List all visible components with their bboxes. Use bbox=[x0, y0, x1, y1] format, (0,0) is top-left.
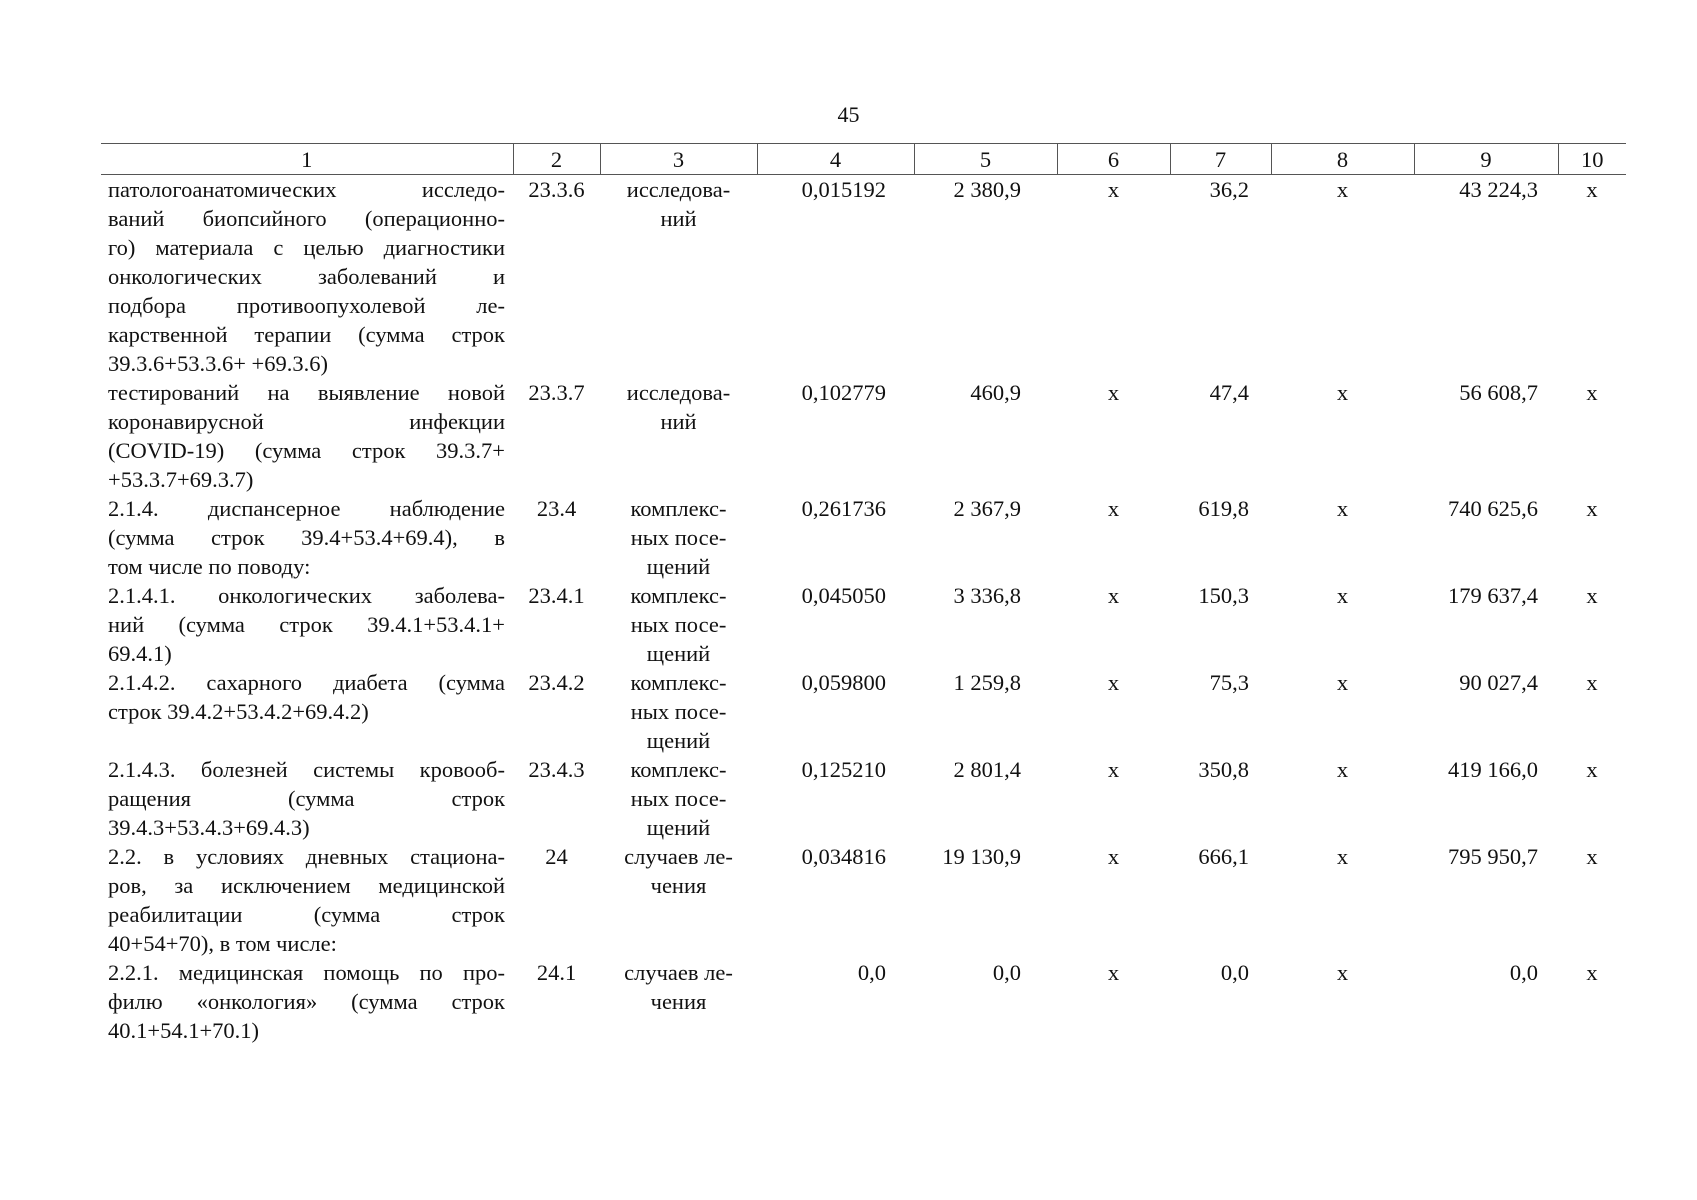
table-row bbox=[101, 668, 1626, 755]
row-norm: 0,059800 bbox=[801, 670, 886, 695]
table-row bbox=[101, 958, 1626, 1045]
row-norm: 0,261736 bbox=[801, 496, 886, 521]
unit-line: комплекс- bbox=[630, 583, 727, 608]
row-total: 795 950,7 bbox=[1448, 844, 1538, 869]
description-line: филю «онкология» (сумма строк bbox=[108, 989, 505, 1014]
unit-line: щений bbox=[646, 728, 711, 753]
row-col6: х bbox=[1107, 960, 1120, 985]
description-line: (COVID-19) (сумма строк 39.3.7+ bbox=[108, 438, 505, 463]
row-col8: х bbox=[1336, 670, 1349, 695]
row-col8: х bbox=[1336, 496, 1349, 521]
table-row bbox=[101, 755, 1626, 842]
description-line: (сумма строк 39.4+53.4+69.4), в bbox=[108, 525, 505, 550]
row-description bbox=[101, 842, 513, 958]
table-row bbox=[101, 494, 1626, 581]
row-cost: 2 380,9 bbox=[953, 177, 1021, 202]
column-header: 2 bbox=[513, 144, 600, 175]
description-line: 39.4.3+53.4.3+69.4.3) bbox=[108, 815, 310, 840]
unit-line: исследова- bbox=[626, 177, 731, 202]
description-line: онкологических заболеваний и bbox=[108, 264, 505, 289]
row-total: 179 637,4 bbox=[1448, 583, 1538, 608]
row-rub: 75,3 bbox=[1209, 670, 1249, 695]
page-number: 45 bbox=[837, 102, 860, 127]
row-unit bbox=[600, 494, 757, 581]
row-code: 23.3.7 bbox=[528, 380, 585, 405]
column-header: 1 bbox=[101, 144, 513, 175]
unit-line: чения bbox=[650, 989, 707, 1014]
description-line: го) материала с целью диагностики bbox=[108, 235, 505, 260]
row-rub: 666,1 bbox=[1198, 844, 1249, 869]
table-body bbox=[101, 175, 1626, 1046]
description-line: том числе по поводу: bbox=[108, 554, 311, 579]
description-line: 2.2. в условиях дневных стациона- bbox=[108, 844, 505, 869]
column-header: 5 bbox=[914, 144, 1057, 175]
description-line: патологоанатомических исследо- bbox=[108, 177, 505, 202]
row-col10: х bbox=[1586, 177, 1598, 202]
description-line: 2.1.4.3. болезней системы кровооб- bbox=[108, 757, 505, 782]
row-cost: 2 801,4 bbox=[953, 757, 1021, 782]
row-col10: х bbox=[1586, 380, 1598, 405]
row-cost: 0,0 bbox=[992, 960, 1021, 985]
row-unit bbox=[600, 668, 757, 755]
row-col10: х bbox=[1586, 670, 1598, 695]
row-col10: х bbox=[1586, 496, 1598, 521]
row-col8: х bbox=[1336, 583, 1349, 608]
unit-line: комплекс- bbox=[630, 496, 727, 521]
description-line: подбора противоопухолевой ле- bbox=[108, 293, 505, 318]
column-header: 4 bbox=[757, 144, 914, 175]
row-description bbox=[101, 494, 513, 581]
description-line: карственной терапии (сумма строк bbox=[108, 322, 505, 347]
description-line: 2.1.4. диспансерное наблюдение bbox=[108, 496, 505, 521]
unit-line: щений bbox=[646, 554, 711, 579]
row-rub: 350,8 bbox=[1198, 757, 1249, 782]
description-line: 39.3.6+53.3.6+ +69.3.6) bbox=[108, 351, 328, 376]
row-code: 23.4.1 bbox=[528, 583, 585, 608]
column-header: 7 bbox=[1170, 144, 1271, 175]
row-code: 23.4 bbox=[536, 496, 577, 521]
column-header: 3 bbox=[600, 144, 757, 175]
description-line: ний (сумма строк 39.4.1+53.4.1+ bbox=[108, 612, 505, 637]
row-rub: 47,4 bbox=[1209, 380, 1249, 405]
row-total: 740 625,6 bbox=[1448, 496, 1538, 521]
row-code: 24 bbox=[545, 844, 568, 869]
description-line: строк 39.4.2+53.4.2+69.4.2) bbox=[108, 699, 369, 724]
row-cost: 460,9 bbox=[970, 380, 1021, 405]
table-row bbox=[101, 378, 1626, 494]
row-cost: 19 130,9 bbox=[942, 844, 1021, 869]
unit-line: комплекс- bbox=[630, 757, 727, 782]
row-col8: х bbox=[1336, 757, 1349, 782]
table-row bbox=[101, 581, 1626, 668]
column-header: 9 bbox=[1414, 144, 1558, 175]
description-line: 40.1+54.1+70.1) bbox=[108, 1018, 259, 1043]
row-col6: х bbox=[1107, 380, 1120, 405]
row-col10: х bbox=[1586, 757, 1598, 782]
unit-line: комплекс- bbox=[630, 670, 727, 695]
description-line: тестирований на выявление новой bbox=[108, 380, 505, 405]
row-col6: х bbox=[1107, 757, 1120, 782]
row-col6: х bbox=[1107, 844, 1120, 869]
row-code: 23.3.6 bbox=[528, 177, 585, 202]
row-total: 43 224,3 bbox=[1459, 177, 1538, 202]
row-rub: 0,0 bbox=[1220, 960, 1249, 985]
description-line: 2.2.1. медицинская помощь по про- bbox=[108, 960, 505, 985]
description-line: 69.4.1) bbox=[108, 641, 172, 666]
unit-line: ных посе- bbox=[630, 699, 727, 724]
description-line: коронавирусной инфекции bbox=[108, 409, 505, 434]
unit-line: щений bbox=[646, 641, 711, 666]
unit-line: щений bbox=[646, 815, 711, 840]
row-cost: 1 259,8 bbox=[953, 670, 1021, 695]
data-table bbox=[101, 143, 1626, 1045]
row-rub: 36,2 bbox=[1209, 177, 1249, 202]
row-norm: 0,045050 bbox=[801, 583, 886, 608]
unit-line: ных посе- bbox=[630, 786, 727, 811]
row-total: 56 608,7 bbox=[1459, 380, 1538, 405]
row-norm: 0,015192 bbox=[801, 177, 886, 202]
description-line: +53.3.7+69.3.7) bbox=[108, 467, 254, 492]
row-code: 24.1 bbox=[536, 960, 577, 985]
column-header: 8 bbox=[1271, 144, 1414, 175]
row-col8: х bbox=[1336, 380, 1349, 405]
description-line: 2.1.4.1. онкологических заболева- bbox=[108, 583, 505, 608]
row-norm: 0,102779 bbox=[801, 380, 886, 405]
description-line: ваний биопсийного (операционно- bbox=[108, 206, 505, 231]
description-line: 40+54+70), в том числе: bbox=[108, 931, 337, 956]
unit-line: случаев ле- bbox=[624, 844, 733, 869]
unit-line: ных посе- bbox=[630, 612, 727, 637]
row-unit bbox=[600, 378, 757, 494]
row-unit bbox=[600, 755, 757, 842]
unit-line: исследова- bbox=[626, 380, 731, 405]
table-header-row bbox=[101, 144, 1626, 175]
row-col6: х bbox=[1107, 496, 1120, 521]
unit-line: чения bbox=[650, 873, 707, 898]
row-col10: х bbox=[1586, 583, 1598, 608]
row-unit bbox=[600, 175, 757, 379]
description-line: реабилитации (сумма строк bbox=[108, 902, 505, 927]
description-line: ращения (сумма строк bbox=[108, 786, 505, 811]
row-norm: 0,0 bbox=[857, 960, 886, 985]
row-col6: х bbox=[1107, 670, 1120, 695]
row-col8: х bbox=[1336, 960, 1349, 985]
row-norm: 0,034816 bbox=[801, 844, 886, 869]
row-rub: 150,3 bbox=[1198, 583, 1249, 608]
unit-line: ных посе- bbox=[630, 525, 727, 550]
column-header: 6 bbox=[1057, 144, 1170, 175]
row-cost: 2 367,9 bbox=[953, 496, 1021, 521]
row-unit bbox=[600, 958, 757, 1045]
row-description bbox=[101, 668, 513, 755]
description-line: 2.1.4.2. сахарного диабета (сумма bbox=[108, 670, 505, 695]
table-row bbox=[101, 842, 1626, 958]
row-code: 23.4.2 bbox=[528, 670, 585, 695]
row-total: 90 027,4 bbox=[1459, 670, 1538, 695]
unit-line: ний bbox=[660, 409, 697, 434]
unit-line: случаев ле- bbox=[624, 960, 733, 985]
row-col6: х bbox=[1107, 177, 1120, 202]
row-col10: х bbox=[1586, 844, 1598, 869]
row-description bbox=[101, 378, 513, 494]
row-description bbox=[101, 755, 513, 842]
row-code: 23.4.3 bbox=[528, 757, 585, 782]
row-total: 419 166,0 bbox=[1448, 757, 1538, 782]
row-description bbox=[101, 958, 513, 1045]
row-total: 0,0 bbox=[1509, 960, 1538, 985]
row-col6: х bbox=[1107, 583, 1120, 608]
row-unit bbox=[600, 842, 757, 958]
column-header: 10 bbox=[1558, 144, 1626, 175]
row-col8: х bbox=[1336, 177, 1349, 202]
description-line: ров, за исключением медицинской bbox=[108, 873, 505, 898]
row-norm: 0,125210 bbox=[801, 757, 886, 782]
table-row bbox=[101, 175, 1626, 379]
row-description bbox=[101, 175, 513, 379]
row-col10: х bbox=[1586, 960, 1598, 985]
row-col8: х bbox=[1336, 844, 1349, 869]
row-unit bbox=[600, 581, 757, 668]
row-description bbox=[101, 581, 513, 668]
row-cost: 3 336,8 bbox=[953, 583, 1021, 608]
unit-line: ний bbox=[660, 206, 697, 231]
row-rub: 619,8 bbox=[1198, 496, 1249, 521]
